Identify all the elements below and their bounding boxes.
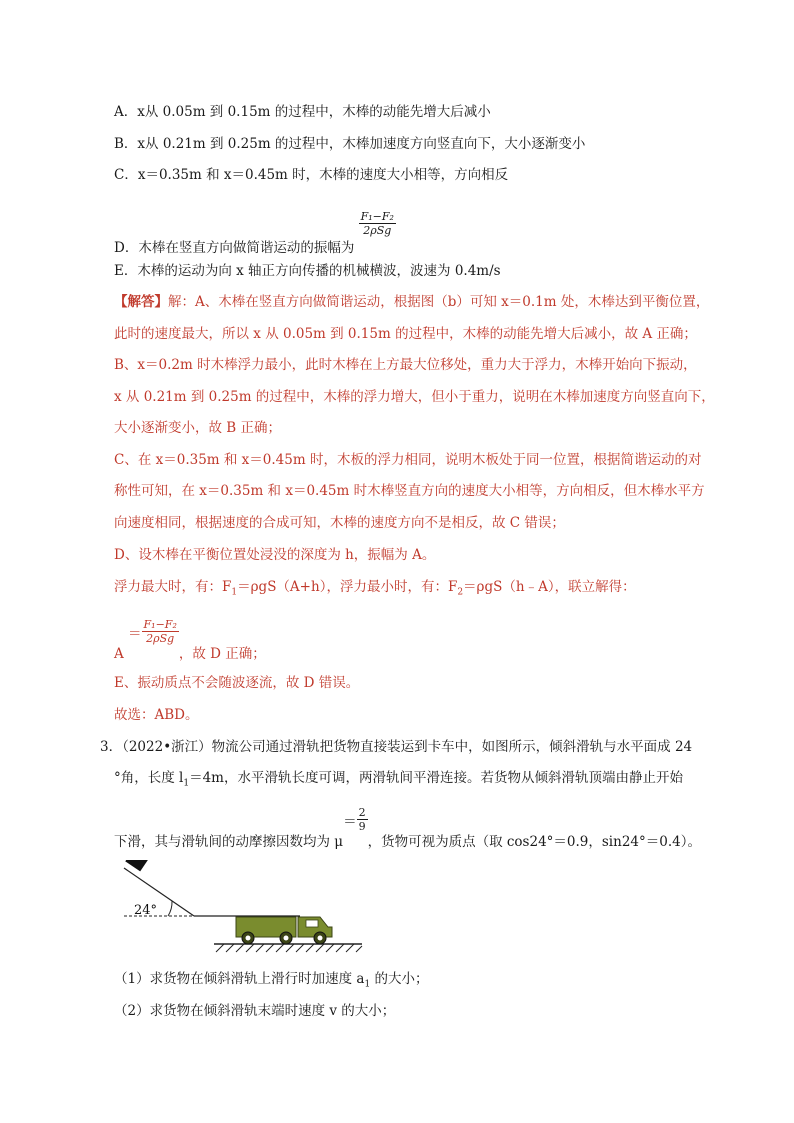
solution-line-12: E、振动质点不会随波逐流，故 D 错误。 [114, 675, 360, 691]
question3-line-2 [114, 769, 683, 793]
subscript-2: 2 [457, 587, 464, 598]
amplitude-symbol: A [114, 646, 124, 662]
option-d-denominator: 2ρSg [359, 223, 396, 237]
question3-line-3 [114, 806, 701, 851]
solution-line-9: D、设木棒在平衡位置处浸没的深度为 h，振幅为 A。 [114, 547, 436, 563]
solution-line-2: 此时的速度最大，所以 x 从 0.05m 到 0.15m 的过程中，木棒的动能先增大后减小，故 A 正确； [114, 326, 697, 342]
subscript-1: 1 [231, 587, 238, 598]
option-d-text: D．木棒在竖直方向做简谐运动的振幅为 [114, 240, 355, 256]
question3-text-2a: °角，长度 l [114, 770, 184, 786]
solution-line-5: 大小逐渐变小，故 B 正确； [114, 420, 282, 436]
solution-line-6: C、在 x＝0.35m 和 x＝0.45m 时，木板的浮力相同，说明木板处于同一位置，根据简谐运动的对 [114, 452, 702, 468]
angle-arc [168, 901, 172, 916]
cargo-box [125, 860, 148, 871]
solution-line-4: x 从 0.21m 到 0.25m 的过程中，木棒的浮力增大，但小于重力，说明在木棒加速度方向竖直向下， [114, 389, 715, 405]
solution-text-11b: ，故 D 正确； [178, 646, 266, 662]
mu-denominator: 9 [358, 820, 366, 833]
option-b: B．x从 0.21m 到 0.25m 的过程中，木棒加速度方向竖直向下，大小逐渐变小 [114, 136, 586, 152]
solution-line-3: B、x＝0.2m 时木棒浮力最小，此时木棒在上方最大位移处，重力大于浮力，木棒开始向下振动， [114, 357, 697, 373]
option-c: C．x＝0.35m 和 x＝0.45m 时，木棒的速度大小相等，方向相反 [114, 167, 509, 183]
solution-text-10b: ＝ρgS（A+h），浮力最小时，有：F [237, 579, 458, 595]
mu-numerator: 2 [358, 806, 366, 819]
solution-line-7: 称性可知，在 x＝0.35m 和 x＝0.45m 时木棒竖直方向的速度大小相等，方向相反，但木棒水平方 [114, 483, 705, 499]
solution-line-1 [114, 293, 709, 311]
option-d-fraction [359, 210, 396, 237]
ground-hatching [216, 944, 362, 952]
equals-sign: ＝ [128, 626, 142, 642]
option-a: A．x从 0.05m 到 0.15m 的过程中，木棒的动能先增大后减小 [114, 104, 491, 120]
question3-part-1-text-a: （1）求货物在倾斜滑轨上滑行时加速度 a [114, 971, 365, 987]
question3-text-3b: ，货物可视为质点（取 cos24°＝0.9，sin24°＝0.4）。 [367, 834, 701, 850]
solution-tag: 【解答】 [114, 294, 168, 310]
question3-part-1-text-b: 的大小； [370, 971, 429, 987]
truck-window [306, 920, 318, 927]
option-d-numerator: F₁−F₂ [360, 210, 394, 223]
question3-part-1 [114, 970, 428, 994]
question3-text-3a: 下滑，其与滑轨间的动摩擦因数均为 μ [114, 834, 344, 850]
subscript-a1: 1 [364, 979, 371, 990]
option-e: E．木棒的运动为向 x 轴正方向传播的机械横波，波速为 0.4m/s [114, 263, 501, 279]
solution-text-10c: ＝ρgS（h﹣A），联立解得： [463, 579, 636, 595]
solution-line-13: 故选：ABD。 [114, 707, 199, 723]
option-d [114, 210, 396, 257]
solution-text-10a: 浮力最大时，有：F [114, 579, 232, 595]
mu-equals: ＝ [343, 814, 357, 830]
question3-line-1: 3．（2022•浙江）物流公司通过滑轨把货物直接装运到卡车中，如图所示，倾斜滑轨与水平面成 24 [100, 739, 693, 755]
amplitude-denominator: 2ρSg [142, 631, 179, 645]
slide-truck-figure [110, 860, 380, 960]
amplitude-fraction [142, 618, 179, 645]
truck [236, 917, 332, 944]
subscript-l1: 1 [183, 778, 190, 789]
solution-line-8: 向速度相同，根据速度的合成可知，木棒的速度方向不是相反，故 C 错误； [114, 515, 565, 531]
question3-text-2b: ＝4m，水平滑轨长度可调，两滑轨间平滑连接。若货物从倾斜滑轨顶端由静止开始 [189, 770, 683, 786]
solution-line-10 [114, 578, 636, 602]
solution-line-11 [114, 618, 266, 663]
solution-text-1: 解：A、木棒在竖直方向做简谐运动，根据图（b）可知 x＝0.1m 处，木棒达到平衡位置， [168, 294, 710, 310]
mu-fraction [357, 806, 368, 833]
question3-part-2: （2）求货物在倾斜滑轨末端时速度 v 的大小； [114, 1003, 396, 1019]
amplitude-numerator: F₁−F₂ [143, 618, 177, 631]
angle-label: 24° [134, 903, 158, 918]
